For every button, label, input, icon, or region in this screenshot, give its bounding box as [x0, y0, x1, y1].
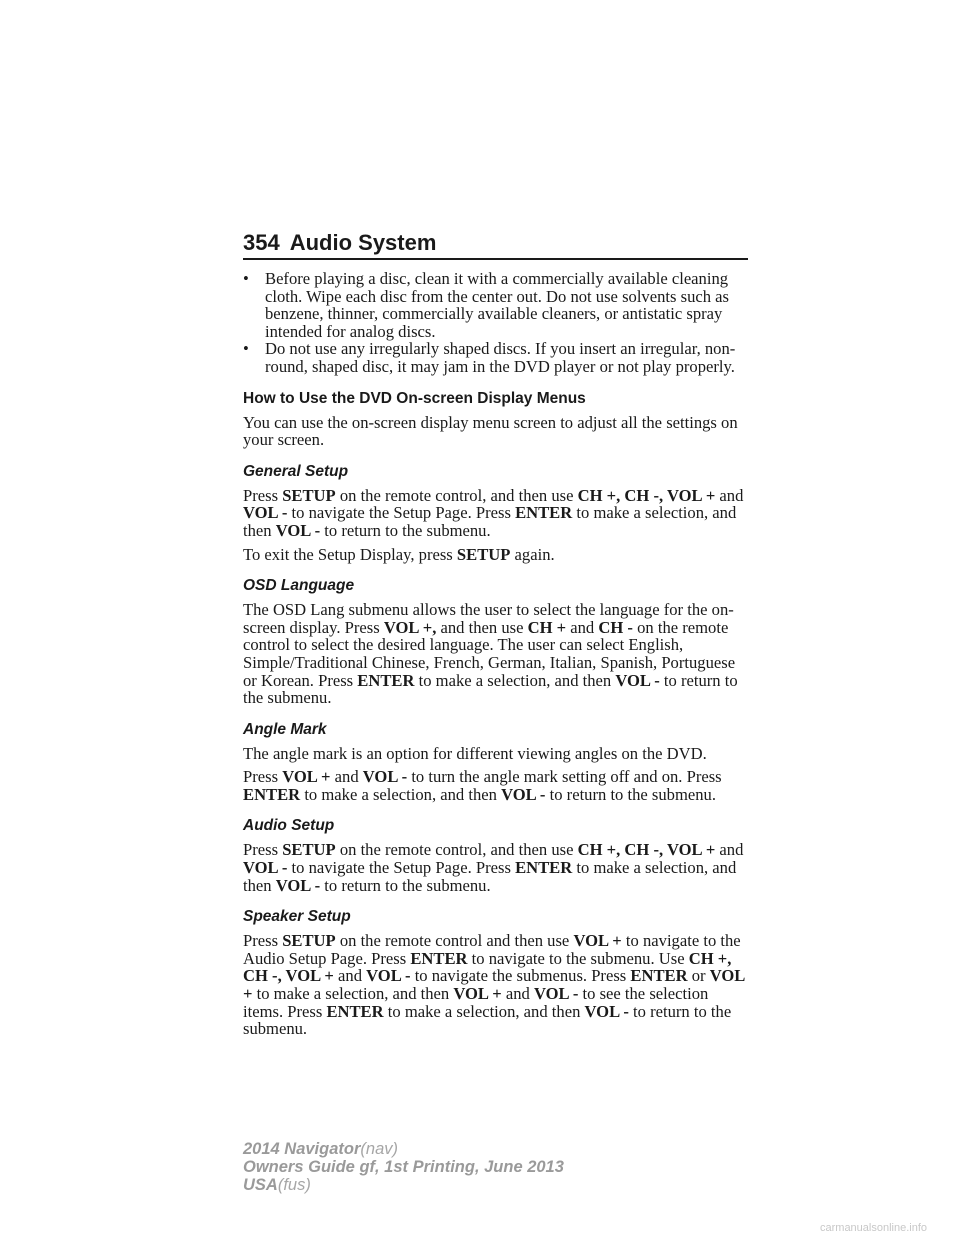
key-label: VOL - — [275, 875, 321, 895]
footer-line-edition — [243, 1158, 564, 1176]
key-label: VOL - — [243, 858, 288, 878]
key-label: ENTER — [515, 858, 573, 878]
key-label: VOL - — [362, 767, 408, 787]
text-run: to return to the submenu. — [243, 1001, 732, 1039]
text-run: to navigate the Setup Page. Press — [287, 503, 516, 523]
key-label: CH +, CH -, VOL + — [243, 948, 732, 986]
text-run: to navigate the submenus. Press — [410, 966, 631, 986]
text-run: and — [715, 840, 744, 860]
key-label: VOL + — [243, 966, 745, 1004]
bullet-text: Do not use any irregularly shaped discs. If you insert an irregular, non-round, shaped disc, it may jam in the DVD player or not play properly. — [265, 339, 736, 376]
text-run: To exit the Setup Display, press — [243, 544, 457, 564]
speaker-setup-heading: Speaker Setup — [243, 908, 351, 926]
footer-market: USA — [243, 1176, 278, 1194]
key-label: ENTER — [630, 966, 688, 986]
text-run: on the remote control and then use — [335, 931, 574, 951]
key-label: SETUP — [456, 544, 511, 564]
bullet-item — [243, 270, 748, 340]
text-run: Press — [243, 485, 283, 505]
text-run: to return to the submenu. — [243, 670, 738, 708]
text-run: or — [687, 966, 710, 986]
key-label: VOL - — [366, 966, 411, 986]
text-run: to return to the submenu. — [320, 875, 491, 895]
bullet-symbol: • — [243, 269, 249, 288]
key-label: SETUP — [282, 840, 336, 860]
audio-setup-paragraph — [243, 841, 748, 894]
footer-model: 2014 Navigator — [243, 1140, 361, 1158]
key-label: ENTER — [326, 1001, 384, 1021]
text-run: and then use — [436, 617, 528, 637]
text-run: to make a selection, and then — [252, 984, 454, 1004]
text-run: and — [501, 984, 534, 1004]
angle-mark-heading: Angle Mark — [243, 720, 327, 738]
key-label: VOL - — [615, 670, 660, 690]
key-label: ENTER — [243, 784, 301, 804]
text-run: to turn the angle mark setting off and on. Press — [407, 767, 722, 787]
footer-model-code: (nav) — [360, 1140, 398, 1158]
key-label: VOL - — [275, 520, 321, 540]
footer-market-code: (fus) — [277, 1176, 311, 1194]
bullet-text: Before playing a disc, clean it with a commercially available cleaning cloth. Wipe each disc from the center out. Do not use solvents such as benzene, thinner, commercially available cleaners, or antistatic spray intended for analog discs. — [265, 269, 729, 341]
text-run: to make a selection, and then — [243, 503, 737, 540]
text-run: on the remote control, and then use — [335, 840, 578, 860]
text-run: to make a selection, and then — [414, 670, 616, 690]
text-run: The angle mark is an option for different viewing angles on the DVD. — [243, 743, 707, 763]
text-run: The OSD Lang submenu allows the user to select the language for the on-screen display. Press — [243, 600, 734, 637]
key-label: CH + — [527, 617, 567, 637]
angle-mark-intro — [243, 745, 748, 763]
key-label: ENTER — [515, 503, 573, 523]
how-to-heading: How to Use the DVD On-screen Display Menus — [243, 389, 586, 407]
how-to-text: You can use the on-screen display menu screen to adjust all the settings on your screen. — [243, 412, 738, 450]
text-run: again. — [510, 544, 555, 564]
page-content — [243, 270, 748, 1044]
key-label: SETUP — [282, 485, 336, 505]
text-run: and — [715, 485, 744, 505]
key-label: VOL +, — [383, 617, 437, 637]
section-title: Audio System — [289, 230, 437, 255]
bullet-symbol: • — [243, 339, 249, 359]
general-setup-paragraph — [243, 487, 748, 540]
text-run: on the remote control, and then use — [335, 485, 578, 505]
key-label: VOL + — [282, 767, 331, 787]
audio-setup-heading: Audio Setup — [243, 817, 335, 835]
angle-mark-paragraph — [243, 768, 748, 803]
general-setup-exit-paragraph — [243, 546, 748, 564]
text-run: Press — [243, 840, 283, 860]
key-label: VOL - — [533, 984, 579, 1004]
osd-language-heading: OSD Language — [243, 577, 355, 595]
page-number: 354 — [243, 230, 280, 255]
text-run: on the remote control to select the desired language. The user can select English, Simple/Traditional Chinese, French, German, Italian, Spanish, Portuguese or Korean. Press — [243, 617, 736, 690]
text-run: Press — [243, 931, 283, 951]
osd-language-paragraph — [243, 601, 748, 707]
page-header — [243, 226, 748, 260]
watermark: carmanualsonline.info — [820, 1222, 928, 1234]
text-run: to make a selection, and then — [383, 1001, 585, 1021]
key-label: SETUP — [282, 931, 336, 951]
key-label: VOL - — [501, 784, 546, 804]
footer-line-model — [243, 1140, 564, 1158]
text-run: to navigate to the Audio Setup Page. Press — [243, 931, 741, 968]
key-label: VOL + — [573, 931, 622, 951]
speaker-setup-paragraph — [243, 932, 748, 1038]
key-label: ENTER — [410, 948, 468, 968]
text-run: to see the selection items. Press — [243, 984, 709, 1021]
text-run: and — [566, 617, 599, 637]
key-label: ENTER — [357, 670, 415, 690]
footer-line-market — [243, 1176, 564, 1194]
text-run: to return to the submenu. — [320, 520, 491, 540]
key-label: CH - — [598, 617, 633, 637]
text-run: to make a selection, and then — [243, 858, 737, 895]
print-footer — [243, 1140, 564, 1194]
bullet-item — [243, 340, 748, 375]
key-label: CH +, CH -, VOL + — [577, 485, 716, 505]
key-label: VOL - — [584, 1001, 629, 1021]
text-run: and — [330, 767, 363, 787]
text-run: to make a selection, and then — [300, 784, 502, 804]
text-run: and — [333, 966, 367, 986]
text-run: to navigate the Setup Page. Press — [287, 858, 516, 878]
text-run: to navigate to the submenu. Use — [467, 948, 689, 968]
key-label: VOL - — [243, 503, 288, 523]
footer-edition: Owners Guide gf, 1st Printing, June 2013 — [243, 1158, 564, 1176]
text-run: to return to the submenu. — [545, 784, 716, 804]
key-label: CH +, CH -, VOL + — [577, 840, 716, 860]
general-setup-heading: General Setup — [243, 462, 349, 480]
text-run: Press — [243, 767, 283, 787]
key-label: VOL + — [453, 984, 502, 1004]
